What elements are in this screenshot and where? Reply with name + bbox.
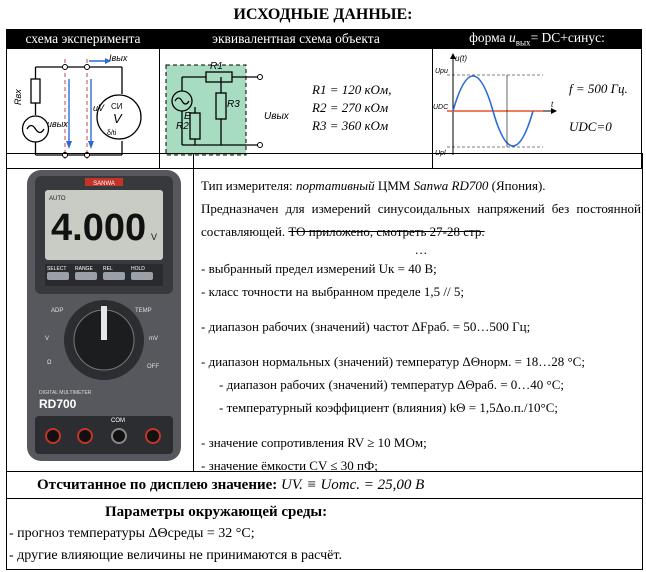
resistor-values xyxy=(312,81,391,135)
range-button-label: RANGE xyxy=(75,266,93,272)
multimeter-photo xyxy=(25,168,183,463)
signal-params xyxy=(569,70,628,146)
select-button-label: SELECT xyxy=(47,266,67,272)
u-pu-label: Upu xyxy=(435,68,448,76)
instrument-section xyxy=(6,153,643,570)
device-v-label: V xyxy=(113,110,122,126)
header-experiment-scheme: схема эксперимента xyxy=(7,30,160,49)
equivalent-scheme-diagram xyxy=(160,51,289,165)
divider xyxy=(7,498,642,499)
meter-model-caption: DIGITAL MULTIMETER xyxy=(39,390,92,396)
input-capacitance: - значение ёмкости CV ≤ 30 пФ; xyxy=(201,458,378,473)
u-out-label: Uвых xyxy=(264,111,289,123)
r1-value: R1 = 120 кОм, xyxy=(312,82,392,98)
r3-label: R3 xyxy=(227,99,240,111)
com-terminal-label: COM xyxy=(111,418,125,424)
e-label: E xyxy=(184,111,191,123)
dial-label-temp: TEMP xyxy=(135,308,152,314)
frequency-value: f = 500 Гц. xyxy=(569,81,628,97)
udc-value: UDC=0 xyxy=(569,119,612,135)
page-title: ИСХОДНЫЕ ДАННЫЕ: xyxy=(233,6,413,23)
purpose-line: Предназначен для измерений синусоидальных напряжений без постоянной составляющей. ТО приложено, смотреть 27-28 стр. xyxy=(201,201,641,239)
r3-value: R3 = 360 кОм xyxy=(312,118,389,134)
device-top-label: СИ xyxy=(111,101,123,111)
r2-label: R2 xyxy=(176,121,189,133)
reading-value: UV. ≡ Uотс. = 25,00 В xyxy=(281,477,425,493)
i-output-label: Iвых xyxy=(109,52,128,63)
normal-temperature-range: - диапазон нормальных (значений) температур ΔΘнорм. = 18…28 °С; xyxy=(201,354,585,369)
measurement-limit: - выбранный предел измерений Uк = 40 В; xyxy=(201,261,437,276)
frequency-range: - диапазон рабочих (значений) частот ΔFраб. = 50…500 Гц; xyxy=(201,319,531,334)
environment-title: Параметры окружающей среды: xyxy=(105,504,328,520)
temperature-coefficient: - температурный коэффициент (влияния) kΘ = 1,5Δо.п./10°С; xyxy=(219,400,559,415)
dial-label-adp: ADP xyxy=(51,308,64,314)
meter-model: RD700 xyxy=(39,397,77,411)
ellipsis: … xyxy=(414,242,428,257)
hold-button-label: HOLD xyxy=(131,266,145,272)
environment-temperature: - прогноз температуры ΔΘсреды = 32 °С; xyxy=(9,526,255,541)
u-output-label: uвых xyxy=(47,118,68,129)
header-output-form: форма $u_{вых}=$ DC+синус: xyxy=(433,30,642,49)
display-unit: V xyxy=(151,232,158,242)
output-form-cell xyxy=(433,48,642,168)
environment-other: - другие влияющие величины не принимаются в расчёт. xyxy=(9,548,342,563)
experiment-scheme-diagram xyxy=(7,49,157,163)
display-reading: 4.000 xyxy=(51,207,147,249)
working-temperature-range: - диапазон рабочих (значений) температур ΔΘраб. = 0…40 °С; xyxy=(219,377,565,392)
dial-label-ohm: Ω xyxy=(47,360,52,366)
dial-label-off: OFF xyxy=(147,364,159,370)
r-input-label: Rвх xyxy=(13,88,23,105)
experiment-scheme-cell xyxy=(7,48,160,168)
sine-waveform-diagram xyxy=(433,51,563,165)
initial-data-table xyxy=(6,29,642,169)
rel-button-label: REL xyxy=(103,266,113,272)
u-pl-label: Upl xyxy=(435,150,446,158)
instrument-description xyxy=(201,174,641,477)
meter-type-line: Тип измерителя: портативный ЦММ Sanwa RD700 (Япония). xyxy=(201,178,546,193)
r1-label: R1 xyxy=(210,61,223,73)
u-t-label: u(t) xyxy=(455,54,467,64)
reading-line xyxy=(37,477,424,494)
device-bottom-label: δ/ti xyxy=(107,129,117,137)
reading-label: Отсчитанное по дисплею значение: xyxy=(37,477,282,493)
auto-indicator: AUTO xyxy=(49,196,66,202)
accuracy-class: - класс точности на выбранном пределе 1,5 // 5; xyxy=(201,284,465,299)
t-label: t xyxy=(551,100,554,110)
dial-label-v: V xyxy=(45,336,50,342)
r2-value: R2 = 270 кОм xyxy=(312,100,389,116)
divider xyxy=(193,154,194,471)
dial-label-mv: mV xyxy=(149,336,158,342)
input-resistance: - значение сопротивления RV ≥ 10 МОм; xyxy=(201,435,427,450)
uv-label: uV xyxy=(93,102,105,113)
brand-logo: SANWA xyxy=(93,181,115,187)
u-dc-label: UDC xyxy=(433,104,449,112)
equivalent-scheme-cell xyxy=(160,48,433,168)
header-equivalent-scheme: эквивалентная схема объекта xyxy=(160,30,433,49)
